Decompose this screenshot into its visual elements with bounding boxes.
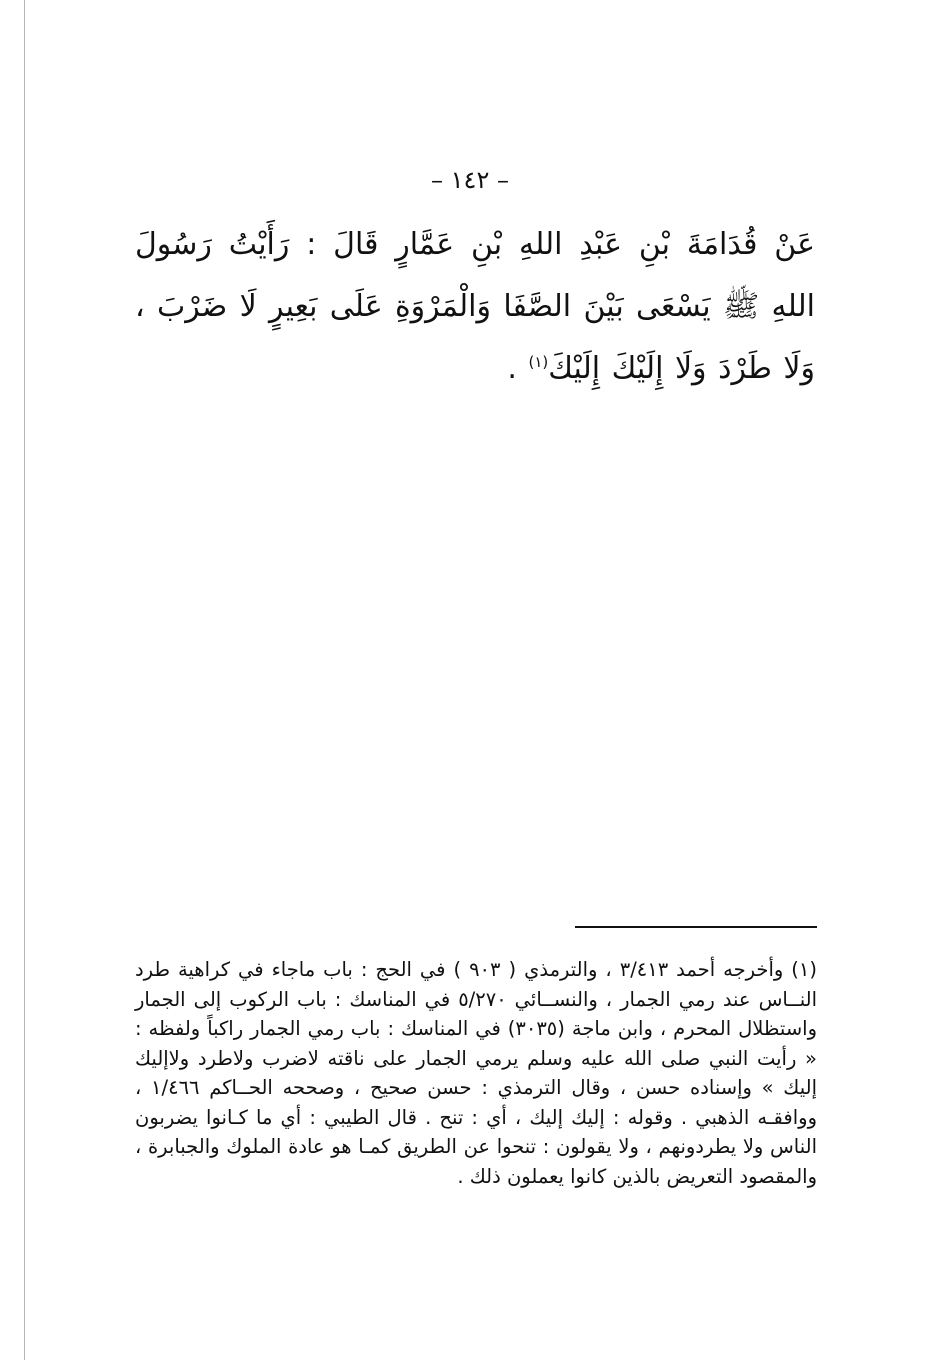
hadith-text	[135, 214, 815, 400]
hadith-body: عَنْ قُدَامَةَ بْنِ عَبْدِ اللهِ بْنِ عَمَّارٍ قَالَ : رَأَيْتُ رَسُولَ اللهِ ﷺ يَسْعَى بَيْنَ الصَّفَا وَالْمَرْوَةِ عَلَى بَعِيرٍ لَا ضَرْبَ ، وَلَا طَرْدَ وَلَا إِلَيْكَ إِلَيْكَ	[135, 227, 815, 386]
page-binding-line	[24, 0, 25, 1360]
footnote-reference: (١)	[528, 353, 549, 371]
footnote-separator	[575, 926, 817, 928]
hadith-end: .	[507, 351, 529, 386]
footnote: (١) وأخرجه أحمد ٣/٤١٣ ، والترمذي ( ٩٠٣ ) في الحج : باب ماجاء في كراهية طرد النــاس عند رمي الجمار ، والنســائي ٥/٢٧٠ في المناسك : باب الركوب إلى الجمار واستظلال المحرم ، وابن ماجة (٣٠٣٥) في المناسك : باب رمي الجمار راكباً ولفظه : « رأيت النبي صلى الله عليه وسلم يرمي الجمار على ناقته لاضرب ولاطرد ولاإليك إليك » وإسناده حسن ، وقال الترمذي : حسن صحيح ، وصححه الحــاكم ١/٤٦٦ ، ووافقـه الذهبي . وقوله : إليك إليك ، أي : تنح . قال الطيبي : أي ما كـانوا يضربون الناس ولا يطردونهم ، ولا يقولون : تنحوا عن الطريق كمـا هو عادة الملوك والجبابرة ، والمقصود التعريض بالذين كانوا يعملون ذلك .	[135, 958, 817, 1188]
page-number: – ١٤٢ –	[431, 166, 509, 194]
